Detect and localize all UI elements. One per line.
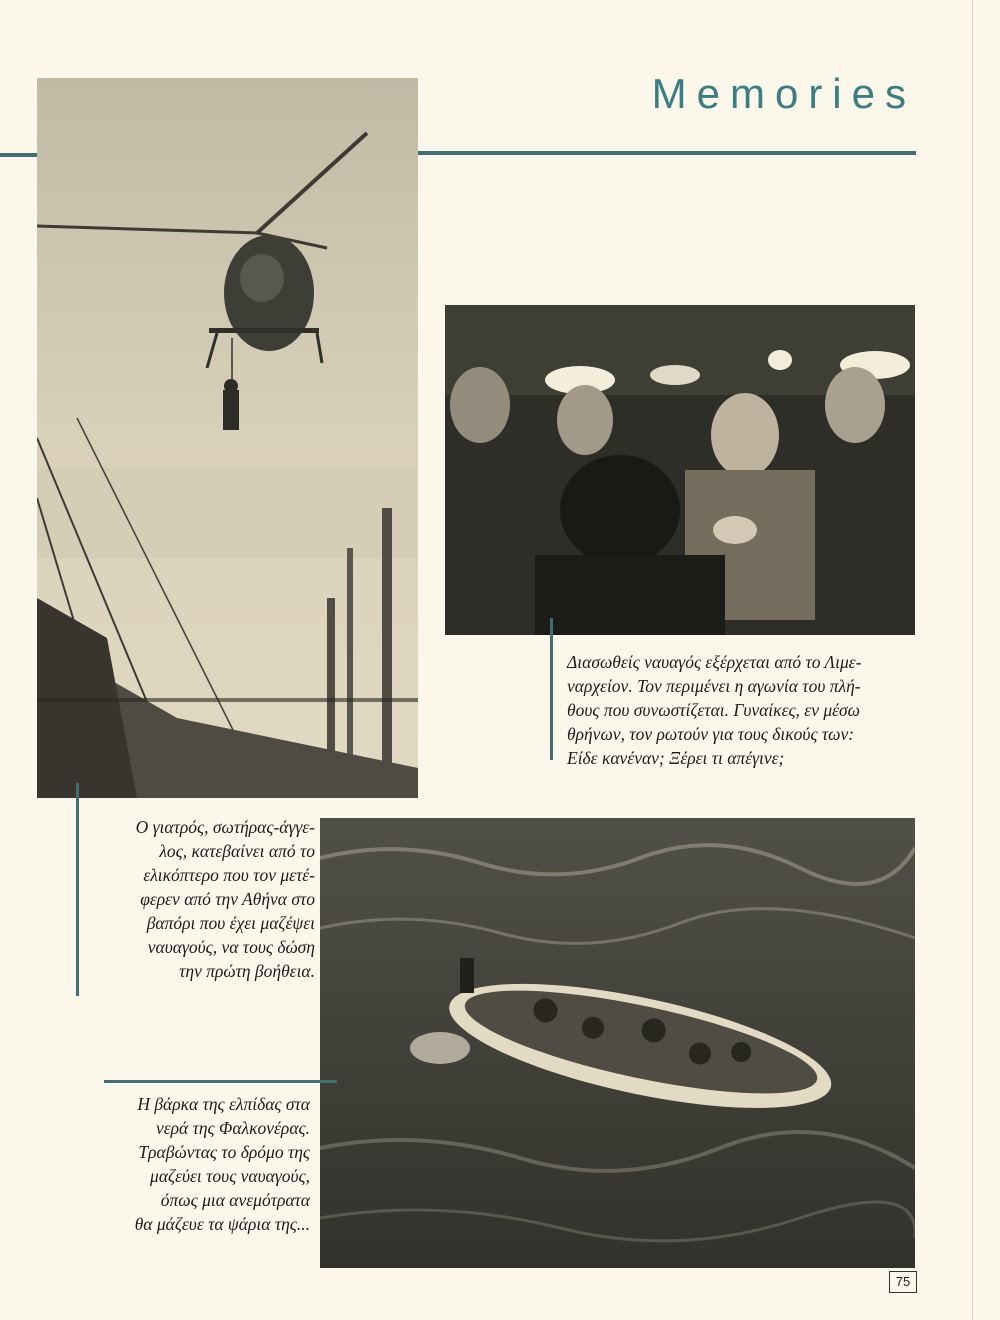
- caption-line: θρήνων, τον ρωτούν για τους δικούς των:: [567, 724, 855, 744]
- helicopter-caption: [90, 815, 315, 983]
- caption-line: μαζεύει τους ναυαγούς,: [150, 1166, 310, 1186]
- caption-line: ναρχείον. Τον περιμένει η αγωνία του πλή-: [567, 676, 861, 696]
- caption-line: ναυαγούς, να τους δώση: [147, 937, 315, 957]
- lifeboat-caption-rule: [104, 1080, 337, 1083]
- caption-line: την πρώτη βοήθεια.: [179, 961, 315, 981]
- caption-line: Είδε κανέναν; Ξέρει τι απέγινε;: [567, 748, 785, 768]
- page-edge: [972, 0, 973, 1320]
- caption-line: λος, κατεβαίνει από το: [159, 841, 315, 861]
- caption-line: Ο γιατρός, σωτήρας-άγγε-: [135, 817, 315, 837]
- caption-line: Διασωθείς ναυαγός εξέρχεται από το Λιμε-: [567, 652, 862, 672]
- page-number: 75: [889, 1271, 917, 1293]
- harbor-photo: [445, 305, 915, 635]
- helicopter-caption-bar: [76, 783, 79, 996]
- caption-line: θους που συνωστίζεται. Γυναίκες, εν μέσω: [567, 700, 861, 720]
- caption-line: Τραβώντας το δρόμο της: [138, 1142, 310, 1162]
- caption-line: νερά της Φαλκονέρας.: [155, 1118, 310, 1138]
- harbor-caption-bar: [550, 618, 553, 760]
- caption-line: ελικόπτερο που τον μετέ-: [143, 865, 315, 885]
- caption-line: φερεν από την Αθήνα στο: [140, 889, 315, 909]
- harbor-caption: [567, 650, 927, 770]
- section-title: Memories: [651, 70, 916, 117]
- lifeboat-photo: [320, 818, 915, 1268]
- helicopter-photo: [37, 78, 418, 798]
- caption-line: βαπόρι που έχει μαζέψει: [146, 913, 315, 933]
- caption-line: όπως μια ανεμότρατα: [160, 1190, 310, 1210]
- caption-line: Η βάρκα της ελπίδας στα: [137, 1094, 310, 1114]
- caption-line: θα μάζευε τα ψάρια της...: [134, 1214, 310, 1234]
- lifeboat-caption: [70, 1092, 310, 1236]
- header-rule-right: [418, 151, 916, 155]
- header-rule-left: [0, 153, 38, 157]
